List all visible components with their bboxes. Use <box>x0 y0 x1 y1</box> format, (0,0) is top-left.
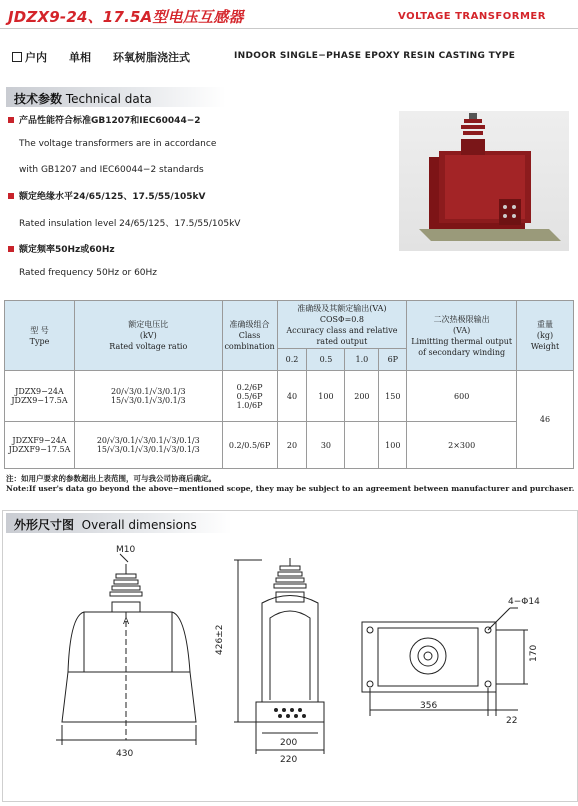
side-view-shed <box>278 572 302 576</box>
header-acc-05: 0.5 <box>307 349 345 371</box>
label-356: 356 <box>420 701 438 711</box>
cell-acc-6p: 100 <box>379 422 407 469</box>
page-title-en: VOLTAGE TRANSFORMER <box>398 11 546 22</box>
header-divider <box>0 28 578 29</box>
cell-type-line: JDZX9−24A <box>15 387 64 396</box>
top-view-terminal <box>424 652 432 660</box>
table-header-row <box>5 301 574 349</box>
cell-acc-6p: 150 <box>379 371 407 422</box>
cell-weight: 46 <box>517 371 574 469</box>
tech-item-3-cn: 额定频率50Hz或60Hz <box>19 245 115 255</box>
front-view-right-flank <box>172 612 190 672</box>
tech-item-1-en2: with GB1207 and IEC60044−2 standards <box>19 165 204 175</box>
header-weight-cn: 重量 <box>537 320 554 329</box>
spec-table <box>4 300 574 469</box>
side-view-shed <box>274 584 306 588</box>
dimensions-heading-en: Overall dimensions <box>81 518 197 532</box>
tech-item-1-en1: The voltage transformers are in accordance <box>19 139 217 149</box>
red-bullet-icon <box>8 246 14 252</box>
cell-class-line: 1.0/6P <box>236 400 263 410</box>
table-row <box>5 422 574 469</box>
mounting-hole-icon <box>367 681 373 687</box>
side-view-terminal-base <box>276 592 304 602</box>
label-200: 200 <box>280 738 298 748</box>
front-view-left-flank <box>68 612 84 672</box>
mounting-hole-icon <box>367 627 373 633</box>
header-weight-en: Weight <box>530 342 560 351</box>
cell-acc-05: 30 <box>307 422 345 469</box>
type-description-cn-text: 户内 单相 环氧树脂浇注式 <box>25 51 190 64</box>
cell-class: 0.2/0.5/6P <box>222 422 277 469</box>
note-cn: 注：如用户要求的参数超出上表范围，可与我公司协商后确定。 <box>6 474 216 483</box>
cell-acc-10 <box>345 422 379 469</box>
front-view-shed <box>110 592 142 596</box>
side-view-terminal-box <box>274 708 306 718</box>
type-description-en: INDOOR SINGLE−PHASE EPOXY RESIN CASTING TYPE <box>234 51 516 61</box>
red-bullet-icon <box>8 117 14 123</box>
header-accuracy-en2: rated output <box>316 336 368 346</box>
cell-limit: 2×300 <box>407 422 517 469</box>
label-430: 430 <box>116 749 134 759</box>
header-limit-en1: Limitting thermal output <box>411 336 513 346</box>
cell-type-line: JDZXF9−24A <box>12 436 67 445</box>
header-accuracy-cn: 准确级及其额定输出(VA) <box>297 303 387 313</box>
label-holes: 4−Φ14 <box>508 597 540 607</box>
header-accuracy <box>277 301 407 349</box>
header-acc-6p: 6P <box>379 349 407 371</box>
cell-class-line: 0.5/6P <box>236 391 263 401</box>
transformer-illustration <box>399 111 569 251</box>
label-170: 170 <box>529 644 539 662</box>
tech-item-2-cn: 额定绝缘水平24/65/125、17.5/55/105kV <box>19 192 206 202</box>
cell-ratio-line: 20/√3/0.1/√3/0.1/3 <box>110 387 186 396</box>
cell-ratio-line: 15/√3/0.1/√3/0.1/√3/0.1/3 <box>96 445 200 454</box>
header-class-en1: Class <box>238 331 261 340</box>
cell-class-line: 0.2/6P <box>236 382 263 392</box>
m10-leader <box>120 554 128 562</box>
label-22: 22 <box>506 716 518 726</box>
header-ratio-cn: 额定电压比 <box>128 320 169 329</box>
header-weight-unit: (kg) <box>536 331 554 340</box>
tech-item-3-en: Rated frequency 50Hz or 60Hz <box>19 268 158 278</box>
red-bullet-icon <box>8 193 14 199</box>
header-class-en2: combination <box>224 342 275 351</box>
side-view-window <box>270 611 310 700</box>
cell-ratio-line: 20/√3/0.1/√3/0.1/√3/0.1/3 <box>96 436 200 445</box>
product-photo <box>399 111 569 251</box>
header-acc-10: 1.0 <box>345 349 379 371</box>
header-type-en: Type <box>29 336 50 346</box>
header-weight <box>517 301 574 371</box>
header-limit-en2: of secondary winding <box>418 347 506 357</box>
table-row <box>5 371 574 422</box>
top-view-body <box>378 628 478 686</box>
mounting-hole-icon <box>485 681 491 687</box>
header-ratio-en: Rated voltage ratio <box>109 342 188 351</box>
tech-heading-cn: 技术参数 <box>14 92 63 106</box>
front-view-shed <box>112 586 140 590</box>
checkbox-square-icon <box>12 52 22 62</box>
front-view-shed <box>114 580 138 584</box>
cell-limit: 600 <box>407 371 517 422</box>
tech-item-2-en: Rated insulation level 24/65/125、17.5/55/105kV <box>19 219 241 229</box>
header-ratio <box>74 301 222 371</box>
header-acc-02: 0.2 <box>277 349 307 371</box>
cell-ratio <box>74 422 222 469</box>
label-m10: M10 <box>116 545 136 555</box>
cell-ratio-line: 15/√3/0.1/√3/0.1/3 <box>110 396 186 405</box>
top-view-base <box>362 622 496 692</box>
cell-type <box>5 422 75 469</box>
dimension-drawing <box>0 540 578 800</box>
tech-item-1-cn: 产品性能符合标准GB1207和IEC60044−2 <box>19 116 201 126</box>
page-title: JDZX9-24、17.5A型电压互感器 <box>8 8 244 26</box>
side-view-shed <box>280 566 300 570</box>
front-view-terminal-base <box>112 602 140 612</box>
header-class <box>222 301 277 371</box>
label-426: 426±2 <box>215 624 225 655</box>
cell-type <box>5 371 75 422</box>
header-accuracy-en1: Accuracy class and relative <box>286 325 398 335</box>
top-view-inner-ring <box>418 646 438 666</box>
side-view-base <box>256 702 324 722</box>
header-class-cn: 准确级组合 <box>229 320 270 329</box>
header-type-cn: 型 号 <box>30 325 49 335</box>
header-limit-unit: (VA) <box>453 325 471 335</box>
type-description-cn <box>12 49 190 65</box>
note-en: Note:If user's data go beyond the above−mentioned scope, they may be subject to an agreement between manufacturer and purchaser. <box>6 484 575 493</box>
label-220: 220 <box>280 755 298 765</box>
cell-acc-02: 40 <box>277 371 307 422</box>
front-view-lower-body <box>62 672 196 722</box>
cell-acc-02: 20 <box>277 422 307 469</box>
dimensions-heading <box>14 516 197 533</box>
cell-acc-05: 100 <box>307 371 345 422</box>
tech-heading-en: Technical data <box>65 92 152 106</box>
holes-leader <box>488 608 510 630</box>
dimensions-heading-cn: 外形尺寸图 <box>14 518 75 532</box>
header-ratio-unit: (kV) <box>139 331 157 340</box>
side-view-shed <box>276 578 304 582</box>
cell-type-line: JDZXF9−17.5A <box>8 445 71 454</box>
cell-ratio <box>74 371 222 422</box>
cell-class <box>222 371 277 422</box>
header-limit-cn: 二次热极限输出 <box>433 314 490 324</box>
tech-heading <box>14 90 152 107</box>
top-view-outer-ring <box>410 638 446 674</box>
front-view-shed <box>116 574 136 578</box>
cell-acc-10: 200 <box>345 371 379 422</box>
header-type <box>5 301 75 371</box>
header-accuracy-cos: COSΦ=0.8 <box>319 314 364 324</box>
label-a: A <box>123 617 130 627</box>
cell-type-line: JDZX9−17.5A <box>11 396 68 405</box>
header-limit <box>407 301 517 371</box>
